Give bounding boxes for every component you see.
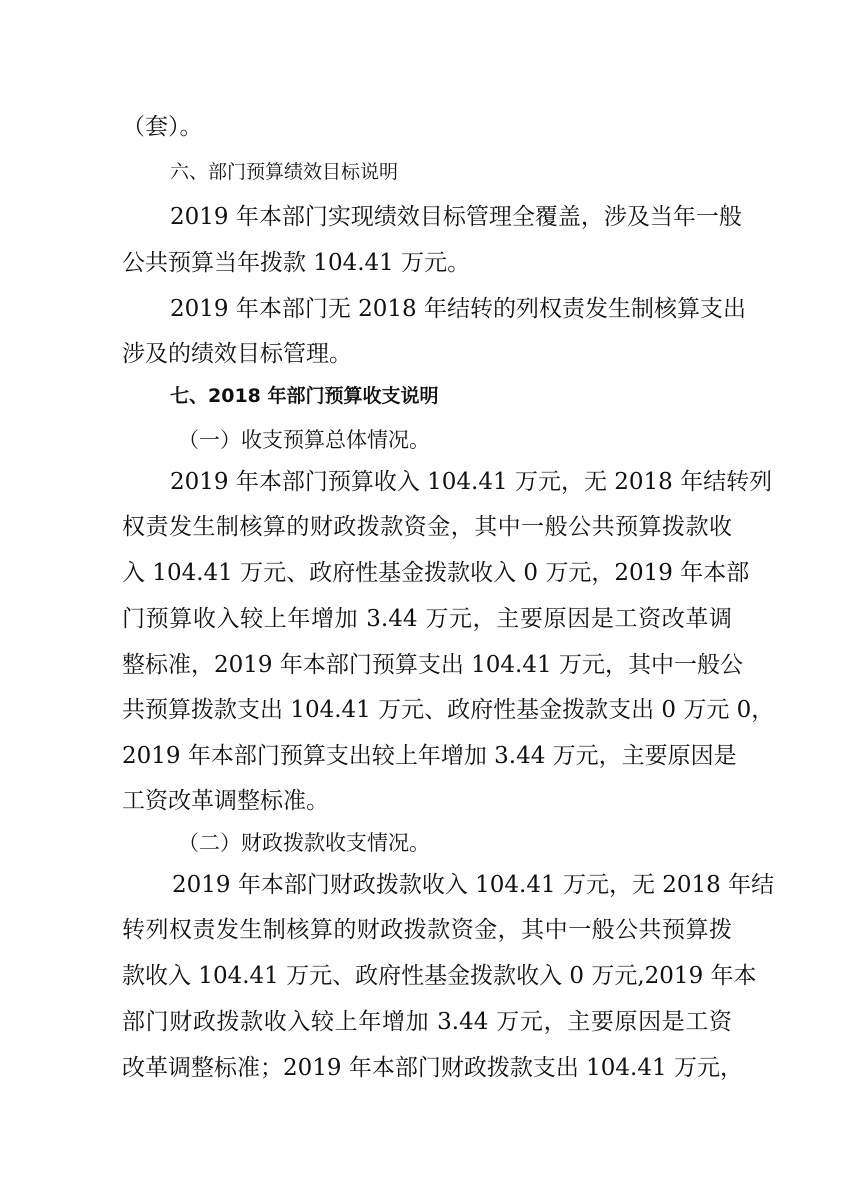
text-line: 共预算拨款支出 104.41 万元、政府性基金拨款支出 0 万元 0， (122, 697, 775, 723)
text-line: 权责发生制核算的财政拨款资金，其中一般公共预算拨款收 (122, 514, 732, 540)
text-line: 2019 年本部门预算收入 104.41 万元，无 2018 年结转列 (170, 469, 773, 495)
text-line: （套）。 (122, 114, 203, 140)
subsection-heading-1: （一）收支预算总体情况。 (178, 428, 430, 452)
text-line: 门预算收入较上年增加 3.44 万元，主要原因是工资改革调 (122, 606, 732, 632)
section-heading-6: 六、部门预算绩效目标说明 (170, 161, 399, 183)
subsection-heading-2: （二）财政拨款收支情况。 (178, 831, 430, 855)
text-line: 整标准，2019 年本部门预算支出 104.41 万元，其中一般公 (122, 652, 743, 678)
text-line: 转列权责发生制核算的财政拨款资金，其中一般公共预算拨 (122, 917, 732, 943)
text-line: 款收入 104.41 万元、政府性基金拨款收入 0 万元,2019 年本 (122, 963, 757, 989)
text-line: 改革调整标准；2019 年本部门财政拨款支出 104.41 万元， (122, 1055, 743, 1081)
text-line: 2019 年本部门财政拨款收入 104.41 万元，无 2018 年结 (172, 872, 775, 898)
text-line: 2019 年本部门实现绩效目标管理全覆盖，涉及当年一般 (170, 204, 742, 230)
text-line: 入 104.41 万元、政府性基金拨款收入 0 万元，2019 年本部 (122, 560, 750, 586)
text-line: 部门财政拨款收入较上年增加 3.44 万元，主要原因是工资 (122, 1009, 732, 1035)
text-line: 涉及的绩效目标管理。 (122, 341, 352, 367)
text-line: 工资改革调整标准。 (122, 788, 329, 814)
text-line: 2019 年本部门无 2018 年结转的列权责发生制核算支出 (170, 296, 746, 322)
text-line: 2019 年本部门预算支出较上年增加 3.44 万元，主要原因是 (122, 743, 737, 769)
section-heading-7: 七、2018 年部门预算收支说明 (170, 385, 439, 407)
text-line: 公共预算当年拨款 104.41 万元。 (122, 250, 471, 276)
